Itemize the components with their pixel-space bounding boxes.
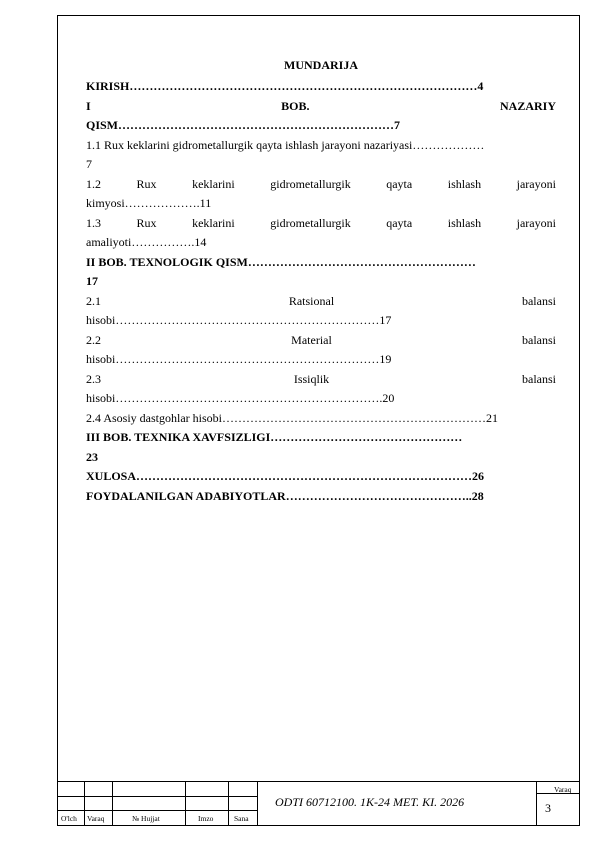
stamp-line (57, 796, 257, 797)
stamp-col-olch: O'lch (61, 814, 77, 823)
toc-word: BOB. (281, 98, 310, 113)
toc-word: Ratsional (288, 293, 335, 308)
toc-entry-bob3: III BOB. TEXNIKA XAVFSIZLIGI………………………………………… (86, 430, 463, 444)
page-label: Varaq (554, 785, 572, 794)
toc-word: gidrometallurgik (270, 176, 351, 191)
toc-word: Rux (136, 176, 157, 191)
toc-word: ishlash (447, 215, 482, 230)
toc-word: 2.2 (86, 332, 101, 347)
toc-entry-2-1-cont: hisobi…………………………………………………………17 (86, 313, 392, 327)
toc-word: 2.1 (86, 293, 101, 308)
stamp-line (536, 781, 537, 826)
toc-entry-2-2-cont: hisobi…………………………………………………………19 (86, 352, 392, 366)
stamp-col-sana: Sana (234, 814, 249, 823)
toc-entry-bob1 (86, 97, 556, 117)
toc-word: qayta (386, 215, 413, 230)
stamp-line (228, 781, 229, 826)
toc-title: MUNDARIJA (284, 58, 358, 72)
toc-word: keklarini (192, 215, 235, 230)
toc-word: jarayoni (516, 176, 556, 191)
toc-entry-1-2 (86, 175, 556, 195)
toc-word: I (86, 98, 91, 113)
toc-entry-2-2 (86, 331, 556, 351)
toc-word: jarayoni (516, 215, 556, 230)
toc-entry-2-3-cont: hisobi………………………………………………………….20 (86, 391, 395, 405)
toc-entry-2-4: 2.4 Asosiy dastgohlar hisobi…………………………………………………………21 (86, 410, 499, 425)
toc-word: Material (291, 332, 332, 347)
toc-word: keklarini (192, 176, 235, 191)
toc-entry-1-3 (86, 214, 556, 234)
stamp-col-imzo: Imzo (198, 814, 214, 823)
stamp-line (84, 781, 85, 826)
toc-entry-1-2-cont: kimyosi……………….11 (86, 196, 212, 210)
toc-entry-bob2-page: 17 (86, 274, 98, 288)
page-number: 3 (545, 801, 551, 815)
toc-entry-1-1: 1.1 Rux keklarini gidrometallurgik qayta ishlash jarayoni nazariyasi……………… (86, 137, 485, 152)
toc-word: ishlash (447, 176, 482, 191)
toc-entry-bob1-cont: QISM……………………………………………………………7 (86, 118, 401, 132)
toc-entry-2-3 (86, 370, 556, 390)
toc-word: Issiqlik (293, 371, 330, 386)
stamp-line (57, 781, 580, 782)
toc-word: NAZARIY (499, 98, 556, 113)
stamp-col-varaq: Varaq (87, 814, 105, 823)
toc-word: 1.2 (86, 176, 101, 191)
stamp-line (57, 810, 257, 811)
toc-word: balansi (521, 293, 556, 308)
stamp-line (185, 781, 186, 826)
toc-word: qayta (386, 176, 413, 191)
toc-entry-xulosa: XULOSA…………………………………………………………………………26 (86, 469, 485, 483)
toc-entry-bob3-page: 23 (86, 449, 98, 464)
toc-word: 1.3 (86, 215, 101, 230)
table-of-contents (86, 56, 556, 506)
toc-entry-bob2: II BOB. TEXNOLOGIK QISM………………………………………………… (86, 254, 476, 269)
stamp-line (112, 781, 113, 826)
toc-entry-2-1 (86, 292, 556, 312)
toc-word: gidrometallurgik (270, 215, 351, 230)
toc-entry-kirish: KIRISH……………………………………………………………………………4 (86, 79, 484, 93)
toc-entry-1-3-cont: amaliyoti…………….14 (86, 235, 207, 249)
toc-entry-1-1-page: 7 (86, 157, 92, 171)
stamp-line (257, 781, 258, 826)
document-code: ODTI 60712100. 1K-24 MET. KI. 2026 (275, 795, 465, 809)
title-block (57, 781, 580, 826)
toc-entry-adabiyotlar: FOYDALANILGAN ADABIYOTLAR………………………………………..28 (86, 488, 484, 503)
stamp-col-hujjat: № Hujjat (132, 814, 160, 823)
toc-word: balansi (522, 371, 556, 386)
toc-word: 2.3 (86, 371, 101, 386)
toc-word: balansi (522, 332, 556, 347)
toc-word: Rux (136, 215, 157, 230)
